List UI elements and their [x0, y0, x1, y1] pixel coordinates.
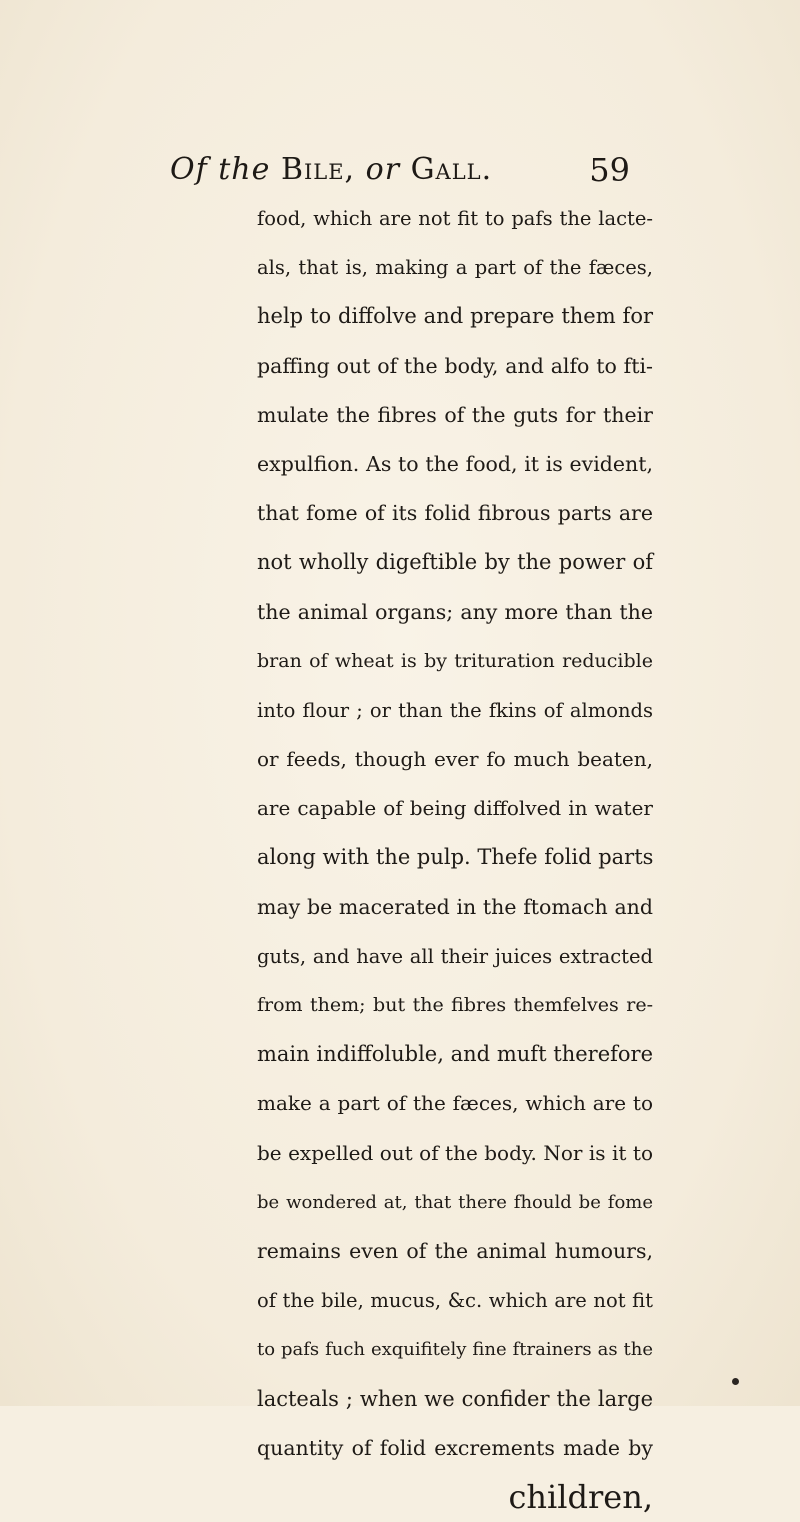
- text-line: guts, and have all their juices extracted: [257, 944, 653, 968]
- text-line: mulate the fibres of the guts for their: [257, 402, 653, 427]
- header-title-of: Of: [170, 152, 208, 187]
- text-line: remains even of the animal humours,: [257, 1238, 653, 1263]
- running-header: [170, 148, 630, 192]
- text-line: lacteals ; when we confider the large: [257, 1386, 653, 1411]
- text-line: that fome of its folid fibrous parts are: [257, 501, 653, 526]
- header-title-gall: Gall.: [410, 152, 493, 187]
- text-line: main indiffoluble, and muft therefore: [257, 1042, 653, 1067]
- text-line: the animal organs; any more than the: [257, 599, 653, 624]
- text-line: from them; but the fibres themfelves re-: [257, 994, 653, 1016]
- text-line: food, which are not fit to pafs the lacte-: [257, 207, 653, 230]
- header-title: [170, 148, 492, 192]
- text-line: be expelled out of the body. Nor is it to: [257, 1140, 653, 1165]
- text-line: may be macerated in the ftomach and: [257, 894, 653, 919]
- text-line: als, that is, making a part of the fæces,: [257, 256, 653, 280]
- catchword: children,: [508, 1477, 653, 1516]
- text-line: are capable of being diffolved in water: [257, 796, 653, 821]
- text-line: be wondered at, that there fhould be fome: [257, 1191, 653, 1213]
- text-line: or feeds, though ever fo much beaten,: [257, 747, 653, 772]
- text-line: expulfion. As to the food, it is evident,: [257, 451, 653, 476]
- text-line: paffing out of the body, and alfo to fti-: [257, 353, 653, 378]
- header-title-or: or: [365, 152, 401, 187]
- ink-speck: [732, 1378, 739, 1385]
- text-line: not wholly digeftible by the power of: [257, 550, 653, 575]
- page-number: 59: [589, 151, 630, 189]
- text-line: along with the pulp. Thefe folid parts: [257, 845, 654, 870]
- header-title-bile: Bile,: [280, 152, 356, 187]
- text-line: to pafs fuch exquifitely fine ftrainers as the: [257, 1339, 653, 1361]
- text-line: of the bile, mucus, &c. which are not fit: [257, 1289, 653, 1313]
- text-line: help to diffolve and prepare them for: [257, 304, 653, 329]
- text-line: into flour ; or than the fkins of almonds: [257, 698, 653, 722]
- text-line: make a part of the fæces, which are to: [257, 1091, 653, 1116]
- text-line: bran of wheat is by trituration reducible: [257, 649, 653, 672]
- header-title-the: the: [218, 152, 271, 187]
- text-line: quantity of folid excrements made by: [257, 1435, 653, 1460]
- body-text: [257, 194, 653, 1522]
